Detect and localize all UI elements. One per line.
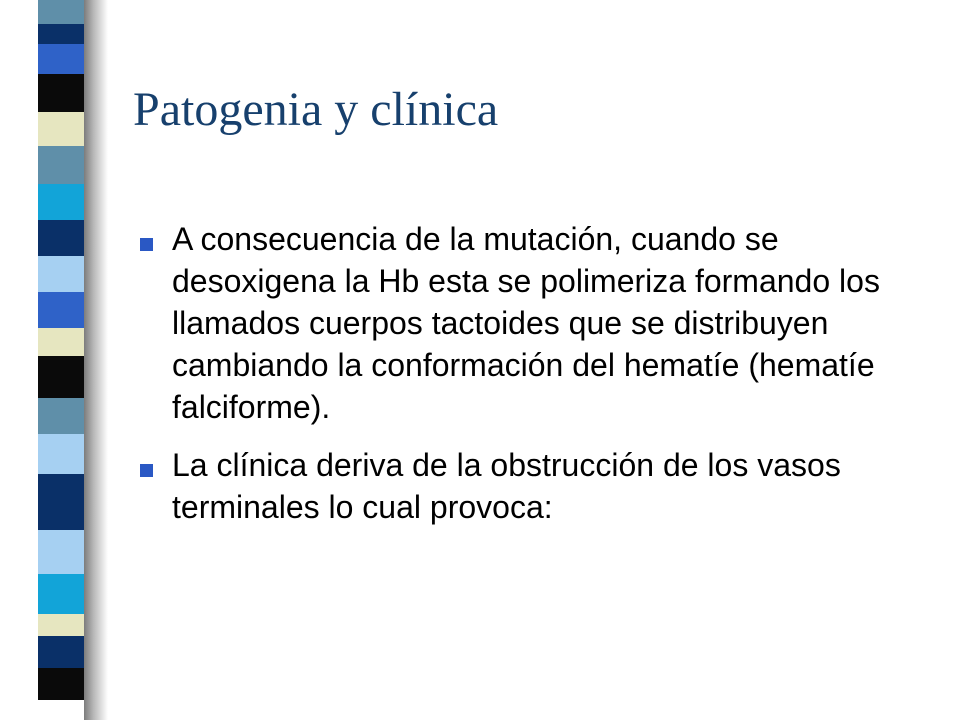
decorative-stripe: [38, 74, 84, 112]
decorative-stripe: [38, 112, 84, 146]
stripe-bar-shadow: [84, 0, 108, 720]
bullet-item: [140, 444, 930, 528]
decorative-stripe: [38, 668, 84, 700]
slide-title: Patogenia y clínica: [133, 83, 499, 136]
decorative-stripe: [38, 44, 84, 74]
decorative-stripe: [38, 24, 84, 44]
decorative-stripe: [38, 398, 84, 434]
decorative-stripe: [38, 256, 84, 292]
decorative-stripe: [38, 328, 84, 356]
decorative-stripe: [38, 146, 84, 184]
square-bullet-icon: [140, 238, 153, 251]
decorative-stripe: [38, 434, 84, 474]
bullet-item: [140, 218, 930, 428]
decorative-stripe: [38, 0, 84, 24]
decorative-stripe-bar: [38, 0, 84, 720]
decorative-stripe: [38, 356, 84, 398]
decorative-stripe: [38, 574, 84, 614]
decorative-stripe: [38, 292, 84, 328]
decorative-stripe: [38, 614, 84, 636]
bullet-text: A consecuencia de la mutación, cuando se desoxigena la Hb esta se polimeriza formando los llamados cuerpos tactoides que se distribuyen cambiando la conformación del hematíe (hematíe falciforme).: [172, 221, 880, 425]
decorative-stripe: [38, 220, 84, 256]
decorative-stripe: [38, 636, 84, 668]
decorative-stripe: [38, 184, 84, 220]
decorative-stripe: [38, 474, 84, 530]
bullet-text: La clínica deriva de la obstrucción de los vasos terminales lo cual provoca:: [172, 447, 841, 525]
square-bullet-icon: [140, 464, 153, 477]
decorative-stripe: [38, 530, 84, 574]
bullet-list: [140, 218, 930, 544]
